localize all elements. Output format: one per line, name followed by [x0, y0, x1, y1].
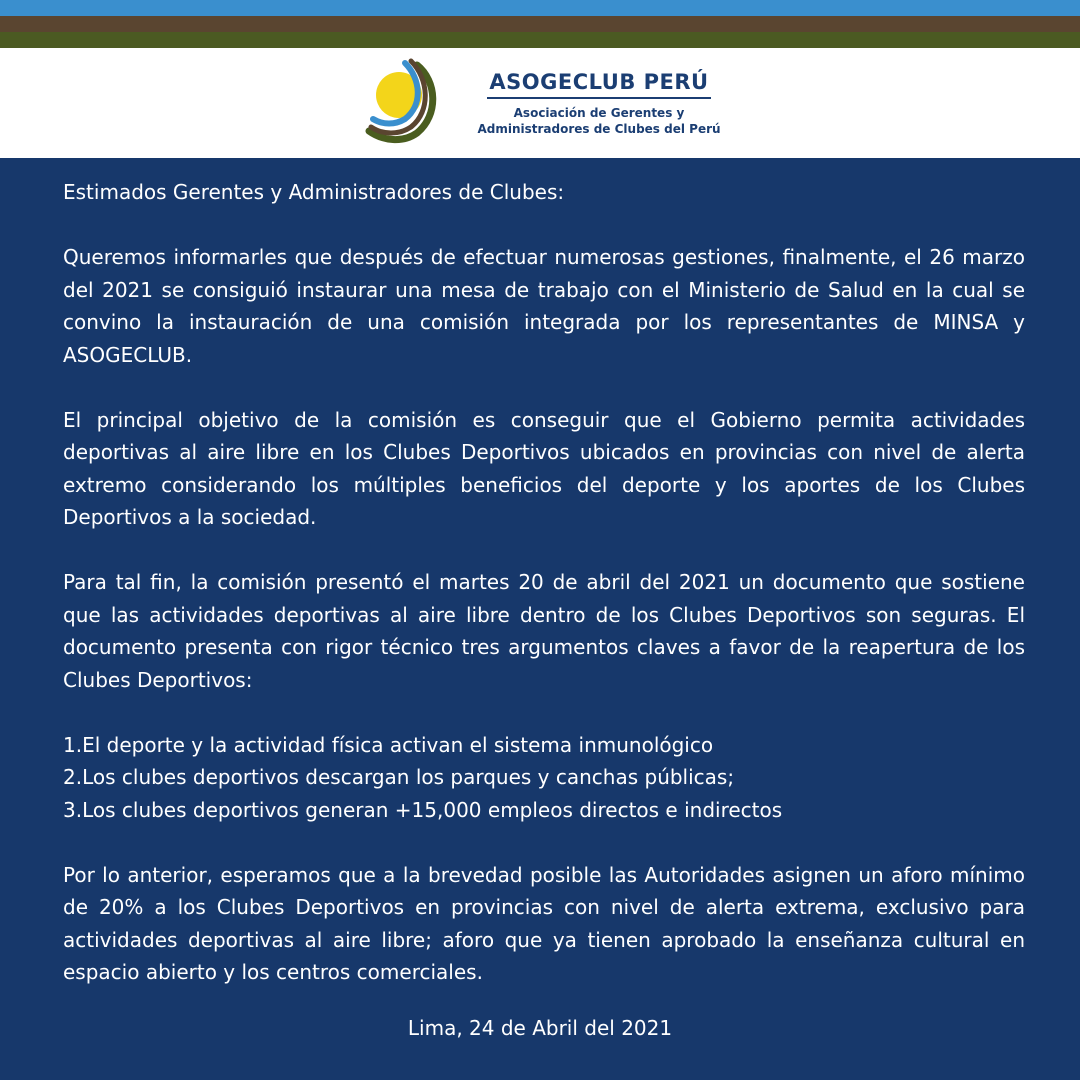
top-stripe-olive: [0, 32, 1080, 48]
brand-subtitle-line-1: Asociación de Gerentes y: [513, 105, 685, 120]
letterhead: [0, 48, 1080, 158]
brand-subtitle: [477, 105, 720, 137]
greeting: Estimados Gerentes y Administradores de Clubes:: [63, 180, 565, 204]
sun-logo-icon: [359, 53, 459, 153]
argument-item: 2.Los clubes deportivos descargan los parques y canchas públicas;: [63, 765, 735, 789]
paragraph-intro: Queremos informarles que después de efectuar numerosas gestiones, finalmente, el 26 marzo del 2021 se consiguió instaurar una mesa de trabajo con el Ministerio de Salud en la cual se convino la instauración de una comisión integrada por los representantes de MINSA y ASOGECLUB.: [63, 245, 1025, 367]
brand-subtitle-line-2: Administradores de Clubes del Perú: [477, 121, 721, 136]
closing-date: Lima, 24 de Abril del 2021: [407, 1016, 673, 1040]
top-stripe-brown: [0, 16, 1080, 32]
argument-item: 1.El deporte y la actividad física activan el sistema inmunológico: [63, 732, 714, 757]
argument-item: 3.Los clubes deportivos generan +15,000 empleos directos e indirectos: [63, 797, 783, 822]
top-stripe-blue: [0, 0, 1080, 16]
arguments-list: [63, 729, 1025, 827]
paragraph-objective: El principal objetivo de la comisión es conseguir que el Gobierno permita actividades deportivas al aire libre en los Clubes Deportivos ubicados en provincias con nivel de alerta extremo considerando los múltiples beneficios del deporte y los aportes de los Clubes Deportivos a la sociedad.: [63, 407, 1025, 529]
letter-body: [63, 176, 1025, 1021]
paragraph-request: Por lo anterior, esperamos que a la brevedad posible las Autoridades asignen un aforo mínimo de 20% a los Clubes Deportivos en provincias con nivel de alerta extrema, exclusivo para actividades deportivas al aire libre; aforo que ya tienen aprobado la enseñanza cultural en espacio abierto y los centros comerciales.: [63, 862, 1025, 984]
brand-block: [477, 70, 720, 137]
brand-name: ASOGECLUB PERÚ: [487, 70, 710, 99]
paragraph-document: Para tal fin, la comisión presentó el martes 20 de abril del 2021 un documento que sostiene que las actividades deportivas al aire libre dentro de los Clubes Deportivos son seguras. El documento presenta con rigor técnico tres argumentos claves a favor de la reapertura de los Clubes Deportivos:: [63, 570, 1025, 692]
